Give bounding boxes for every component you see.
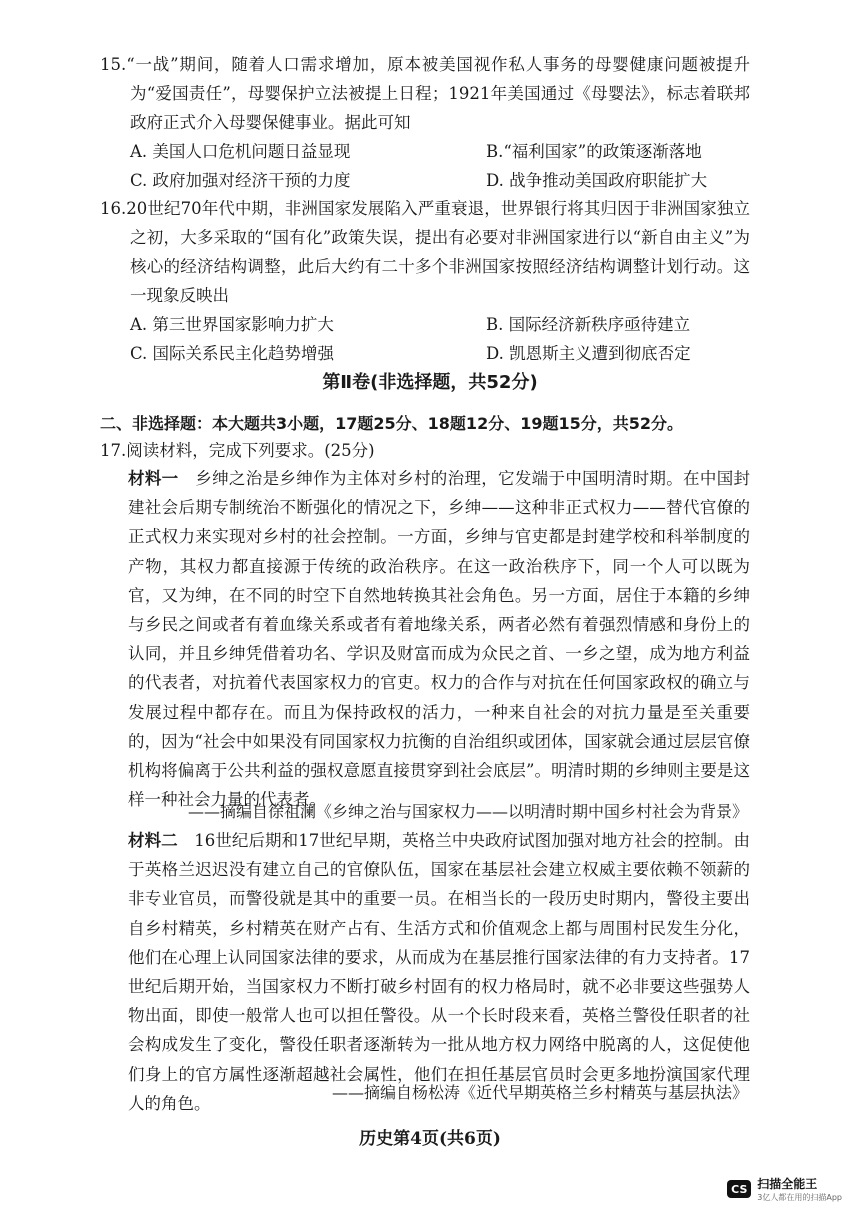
- section-title: 第Ⅱ卷(非选择题，共52分): [322, 372, 538, 393]
- question-16-options: [100, 310, 750, 368]
- material-1-label: 材料一: [128, 469, 179, 488]
- material-2: [128, 826, 750, 1118]
- option-15-c: C. 政府加强对经济干预的力度: [130, 171, 351, 190]
- page-footer: 历史第4页(共6页): [359, 1129, 501, 1149]
- option-16-d: D. 凯恩斯主义遭到彻底否定: [486, 344, 691, 363]
- material-2-text: 16世纪后期和17世纪早期，英格兰中央政府试图加强对地方社会的控制。由于英格兰迟迟没有建立自己的官僚队伍，国家在基层社会建立权威主要依赖不领薪的非专业官员，而警役就是其中的重要一员。在相当长的一段历史时期内，警役主要出自乡村精英，乡村精英在财产占有、生活方式和价值观念上都与周围村民发生分化，他们在心理上认同国家法律的要求，从而成为在基层推行国家法律的有力支持者。17世纪后期开始，当国家权力不断打破乡村固有的权力格局时，就不必非要这些强势人物出面，即使一般常人也可以担任警役。从一个长时段来看，英格兰警役任职者的社会构成发生了变化，警役任职者逐渐转为一批从地方权力网络中脱离的人，这促使他们身上的官方属性逐渐超越社会属性，他们在担任基层官员时会更多地扮演国家代理人的角色。: [128, 831, 751, 1113]
- scanner-watermark: [727, 1175, 842, 1203]
- question-15-options: [100, 137, 750, 195]
- option-16-a: A. 第三世界国家影响力扩大: [130, 315, 334, 334]
- option-15-a: A. 美国人口危机问题日益显现: [130, 142, 351, 161]
- camscanner-logo-icon: CS: [727, 1180, 751, 1198]
- question-15-stem: 15.“一战”期间，随着人口需求增加，原本被美国视作私人事务的母婴健康问题被提升为“爱国责任”，母婴保护立法被提上日程；1921年美国通过《母婴法》，标志着联邦政府正式介入母婴保健事业。据此可知: [100, 55, 750, 132]
- section-2-heading: 二、非选择题：本大题共3小题，17题25分、18题12分、19题15分，共52分。: [100, 414, 683, 433]
- watermark-subtitle: 3亿人都在用的扫描App: [757, 1193, 842, 1202]
- question-16: [100, 194, 750, 368]
- option-15-b: B.“福利国家”的政策逐渐落地: [486, 142, 702, 161]
- question-16-stem: 16.20世纪70年代中期，非洲国家发展陷入严重衰退，世界银行将其归因于非洲国家独立之初，大多采取的“国有化”政策失误，提出有必要对非洲国家进行以“新自由主义”为核心的经济结构调整，此后大约有二十多个非洲国家按照经济结构调整计划行动。这一现象反映出: [100, 199, 750, 305]
- question-15: [100, 50, 750, 195]
- material-2-label: 材料二: [128, 831, 178, 850]
- material-1-text: 乡绅之治是乡绅作为主体对乡村的治理，它发端于中国明清时期。在中国封建社会后期专制统治不断强化的情况之下，乡绅——这种非正式权力——替代官僚的正式权力来实现对乡村的社会控制。一方面，乡绅与官吏都是封建学校和科举制度的产物，其权力都直接源于传统的政治秩序。在这一政治秩序下，同一个人可以既为官，又为绅，在不同的时空下自然地转换其社会角色。另一方面，居住于本籍的乡绅与乡民之间或者有着血缘关系或者有着地缘关系，两者必然有着强烈情感和身份上的认同，并且乡绅凭借着功名、学识及财富而成为众民之首、一乡之望，成为地方利益的代表者，对抗着代表国家权力的官吏。权力的合作与对抗在任何国家政权的确立与发展过程中都存在。而且为保持政权的活力，一种来自社会的对抗力量是至关重要的，因为“社会中如果没有同国家权力抗衡的自治组织或团体，国家就会通过层层官僚机构将偏离于公共利益的强权意愿直接贯穿到社会底层”。明清时期的乡绅则主要是这样一种社会力量的代表者。: [128, 469, 751, 810]
- material-1: [128, 464, 750, 814]
- material-2-source: ——摘编自杨松涛《近代早期英格兰乡村精英与基层执法》: [331, 1083, 748, 1102]
- material-1-source: ——摘编自徐祖澜《乡绅之治与国家权力——以明清时期中国乡村社会为背景》: [187, 802, 748, 821]
- question-17-heading: 17.阅读材料，完成下列要求。(25分): [100, 441, 375, 460]
- watermark-name: 扫描全能王: [757, 1177, 818, 1191]
- option-16-c: C. 国际关系民主化趋势增强: [130, 344, 335, 363]
- option-16-b: B. 国际经济新秩序亟待建立: [486, 315, 691, 334]
- option-15-d: D. 战争推动美国政府职能扩大: [486, 171, 708, 190]
